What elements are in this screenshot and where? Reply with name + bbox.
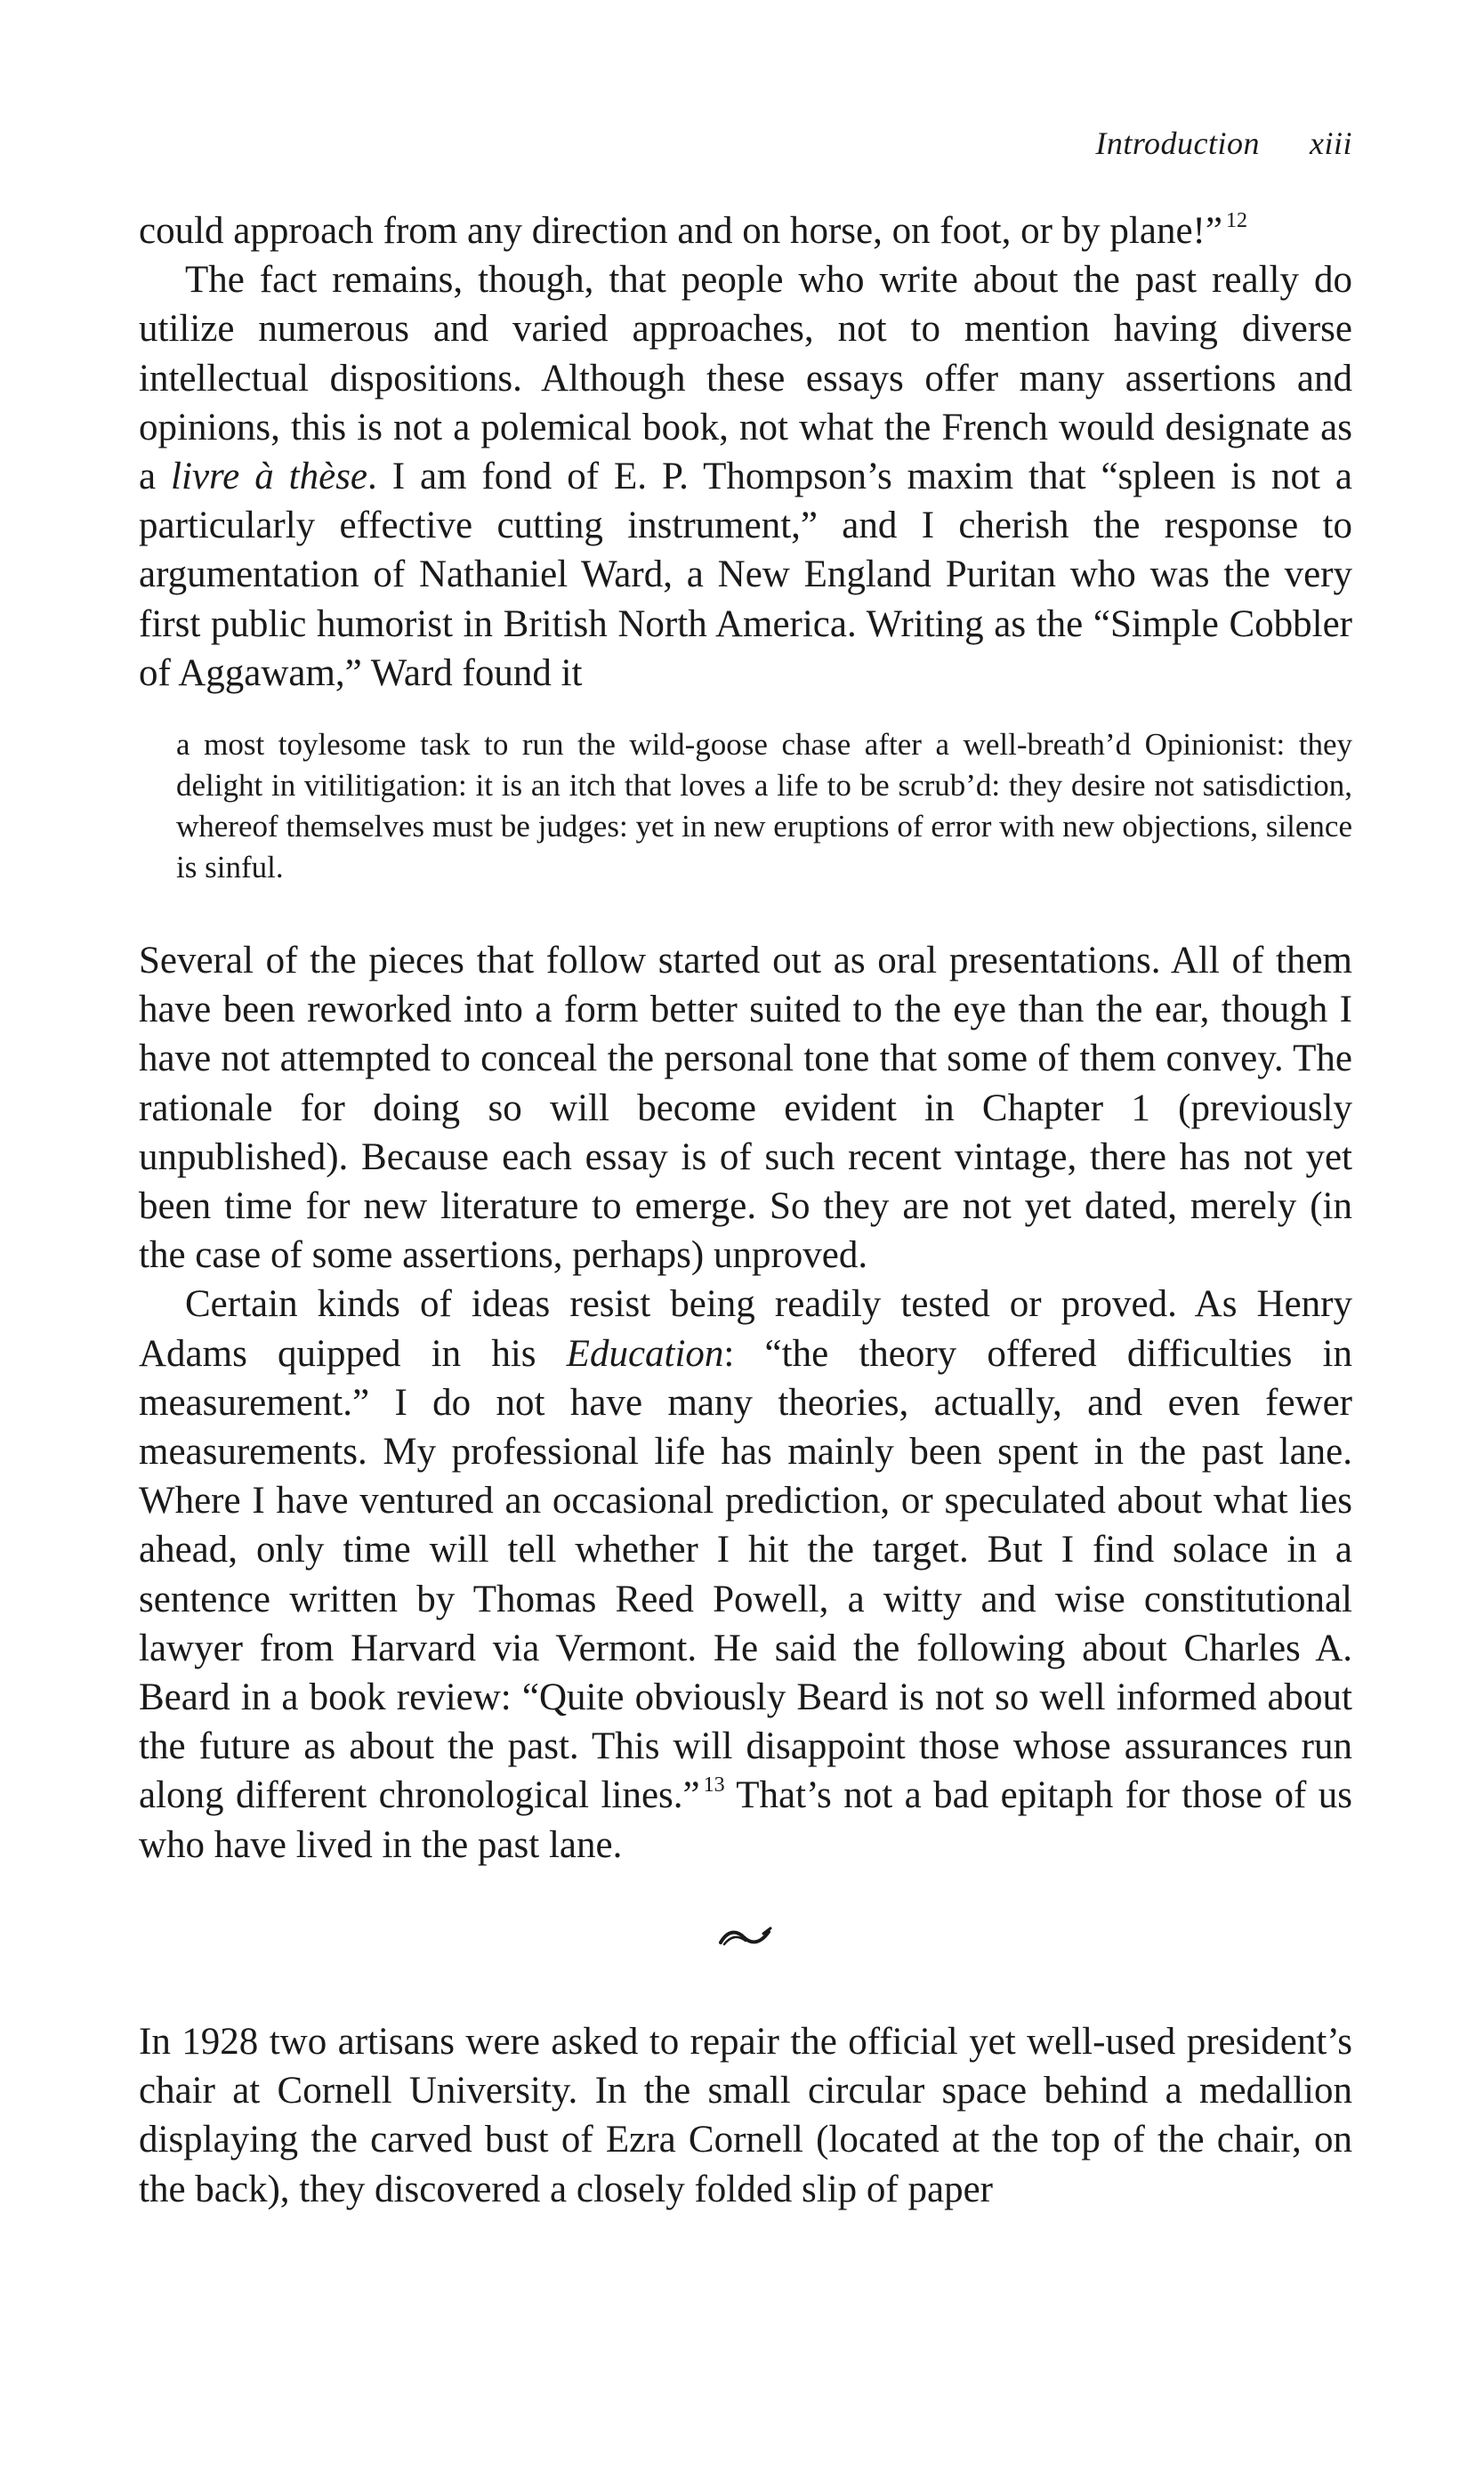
page-number: xiii	[1310, 125, 1352, 161]
paragraph-text: . I am fond of E. P. Thompson’s maxim that “spleen is not a particularly effective cutting instrument,” and I cherish the response to argumentation of Nathaniel Ward, a New England Puritan who was the very first public humorist in British North America. Writing as the “Simple Cobbler of Aggawam,” Ward found it	[139, 456, 1352, 694]
running-head	[1095, 125, 1352, 162]
paragraph-text: : “the theory offered difficulties in measurement.” I do not have many theories, actually, and even fewer measurements. My professional life has mainly been spent in the past lane. Where I have ventured an occasional prediction, or speculated about what lies ahead, only time will tell whether I hit the target. But I find solace in a sentence written by Thomas Reed Powell, a witty and wise constitutional lawyer from Harvard via Vermont. He said the following about Charles A. Beard in a book review: “Quite obviously Beard is not so well informed about the future as about the past. This will disappoint those whose assurances run along different chronological lines.”	[139, 1332, 1352, 1817]
block-quote-text: a most toylesome task to run the wild-goose chase after a well-breath’d Opinionist: they delight in vitilitigation: it is an itch that loves a life to be scrub’d: they desire not satisdiction, whereof themselves must be judges: yet in new eruptions of error with new objections, silence is sinful.	[176, 727, 1352, 885]
paragraph-continuation	[139, 206, 1352, 255]
running-head-title: Introduction	[1095, 125, 1261, 161]
paragraph: Several of the pieces that follow started out as oral presentations. All of them have been reworked into a form better suited to the eye than the ear, though I have not attempted to conceal the personal tone that some of them convey. The rationale for doing so will become evident in Chapter 1 (previously unpublished). Because each essay is of such recent vintage, there has not yet been time for new literature to emerge. So they are not yet dated, merely (in the case of some assertions, perhaps) unproved.	[139, 940, 1352, 1277]
footnote-marker: 12	[1225, 209, 1247, 232]
footnote-marker: 13	[703, 1773, 725, 1797]
italic-title: Education	[566, 1332, 724, 1375]
paragraph-text: The fact remains, though, that people who write about the past really do utilize numerous and varied approaches, not to mention having diverse intellectual dispositions. Although these essays offer many assertions and opinions, this is not a polemical book, not what the French would designate as a	[139, 259, 1352, 498]
paragraph-text: Certain kinds of ideas resist being readily tested or proved. As Henry Adams quipped in his	[139, 1283, 1352, 1375]
body-text	[139, 206, 1352, 2214]
section-break-ornament-icon	[717, 1923, 774, 1950]
italic-phrase: livre à thèse	[171, 456, 368, 498]
paragraph-text: That’s not a bad epitaph for those of us who have lived in the past lane.	[139, 1774, 1352, 1866]
paragraph-text: could approach from any direction and on horse, on foot, or by plane!”	[139, 210, 1222, 252]
paragraph: In 1928 two artisans were asked to repair the official yet well-used president’s chair at Cornell University. In the small circular space behind a medallion displaying the carved bust of Ezra Cornell (located at the top of the chair, on the back), they discovered a closely folded slip of paper	[139, 2020, 1352, 2210]
paragraph	[139, 255, 1352, 698]
block-quote	[176, 724, 1352, 888]
paragraph	[139, 1280, 1352, 1869]
